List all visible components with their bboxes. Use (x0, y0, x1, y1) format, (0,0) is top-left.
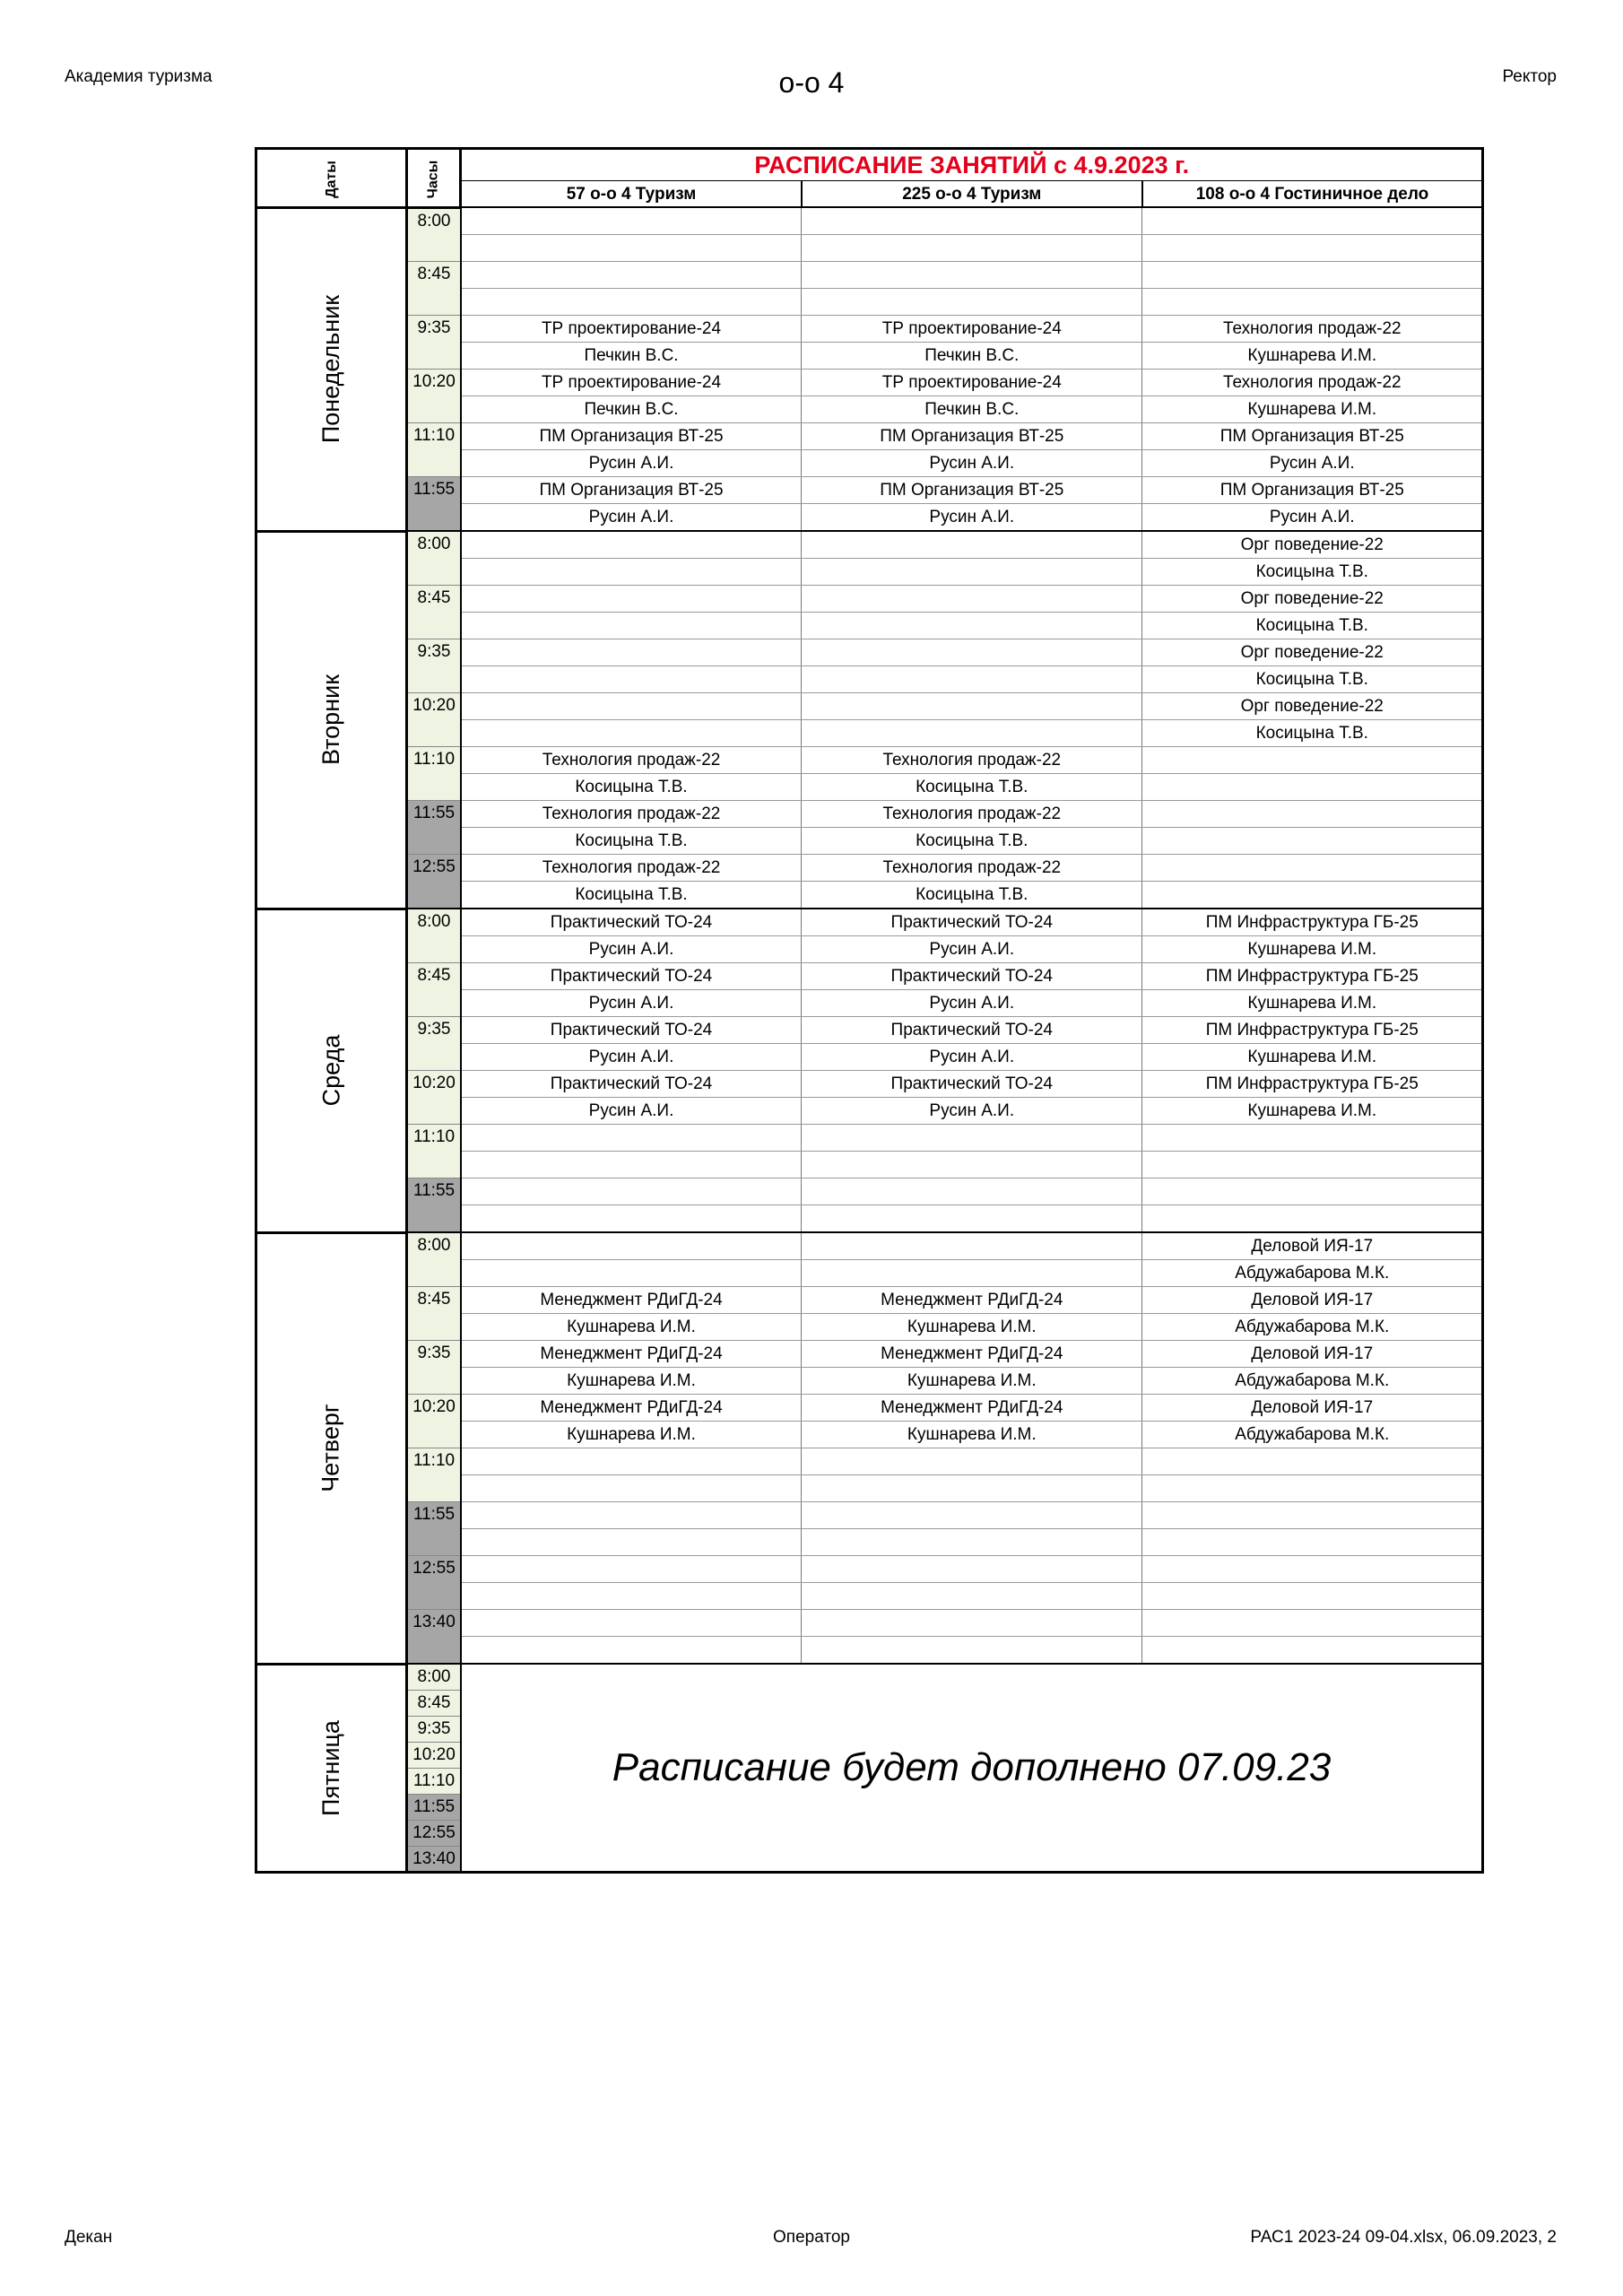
class-subject: Орг поведение-22 (1142, 531, 1483, 559)
class-subject: Технология продаж-22 (1142, 370, 1483, 396)
day-label-5 (256, 1664, 407, 1872)
header-right-label: Ректор (1502, 67, 1557, 86)
class-subject: ПМ Организация ВТ-25 (1142, 423, 1483, 450)
class-teacher: Косицына Т.В. (461, 882, 802, 909)
schedule-row (256, 1556, 1483, 1583)
schedule-row (256, 316, 1483, 343)
footer-left-label: Декан (65, 2228, 113, 2247)
class-subject: ПМ Организация ВТ-25 (802, 423, 1142, 450)
class-teacher: Абдужабарова М.К. (1142, 1260, 1483, 1287)
class-teacher: Русин А.И. (802, 936, 1142, 963)
class-subject (1142, 747, 1483, 774)
class-teacher: Кушнарева И.М. (1142, 343, 1483, 370)
schedule-row (256, 747, 1483, 774)
class-teacher (1142, 1637, 1483, 1665)
time-slot: 10:20 (407, 1395, 461, 1448)
class-subject: Технология продаж-22 (1142, 316, 1483, 343)
class-subject: Менеджмент РДиГД-24 (802, 1395, 1142, 1422)
class-subject (461, 639, 802, 666)
class-teacher (1142, 1583, 1483, 1610)
day-name: Четверг (317, 1404, 345, 1492)
time-slot: 10:20 (407, 370, 461, 423)
day-label-3 (256, 909, 407, 1232)
class-subject: Орг поведение-22 (1142, 586, 1483, 613)
class-subject: ПМ Организация ВТ-25 (1142, 477, 1483, 504)
schedule-row (256, 531, 1483, 559)
class-teacher: Абдужабарова М.К. (1142, 1314, 1483, 1341)
class-teacher (1142, 1205, 1483, 1233)
time-slot: 8:45 (407, 963, 461, 1017)
day-label-1 (256, 207, 407, 531)
schedule-row (256, 370, 1483, 396)
time-slot: 11:55 (407, 1178, 461, 1233)
schedule-row (256, 909, 1483, 936)
class-subject: Практический ТО-24 (461, 963, 802, 990)
class-subject: Менеджмент РДиГД-24 (461, 1341, 802, 1368)
class-teacher (461, 1529, 802, 1556)
schedule-row (256, 639, 1483, 666)
class-teacher: Косицына Т.В. (802, 774, 1142, 801)
class-teacher: Печкин В.С. (461, 396, 802, 423)
class-teacher (1142, 289, 1483, 316)
schedule-row (256, 1395, 1483, 1422)
class-teacher (461, 235, 802, 262)
class-teacher (1142, 1152, 1483, 1178)
class-subject (1142, 262, 1483, 289)
class-teacher: Кушнарева И.М. (1142, 936, 1483, 963)
class-subject (802, 586, 1142, 613)
class-teacher (461, 613, 802, 639)
class-teacher: Косицына Т.В. (802, 828, 1142, 855)
class-subject (461, 1125, 802, 1152)
class-subject (1142, 1178, 1483, 1205)
class-subject: Менеджмент РДиГД-24 (461, 1395, 802, 1422)
class-subject: Технология продаж-22 (461, 801, 802, 828)
class-teacher (461, 1260, 802, 1287)
class-subject (461, 1448, 802, 1475)
class-teacher (1142, 774, 1483, 801)
class-teacher: Русин А.И. (461, 1098, 802, 1125)
header-left-label: Академия туризма (65, 67, 213, 86)
class-subject: Практический ТО-24 (461, 1071, 802, 1098)
class-teacher: Косицына Т.В. (802, 882, 1142, 909)
time-slot: 11:10 (407, 1768, 461, 1794)
class-subject (461, 207, 802, 235)
time-slot: 11:55 (407, 1794, 461, 1820)
time-slot: 9:35 (407, 316, 461, 370)
group-header: 225 о-о 4 Туризм (802, 181, 1142, 208)
schedule-row (256, 1448, 1483, 1475)
class-subject: ТР проектирование-24 (802, 370, 1142, 396)
class-subject: Менеджмент РДиГД-24 (802, 1287, 1142, 1314)
day-label-4 (256, 1232, 407, 1664)
group-header: 57 о-о 4 Туризм (461, 181, 802, 208)
class-teacher: Русин А.И. (461, 1044, 802, 1071)
class-subject (802, 262, 1142, 289)
class-subject: Орг поведение-22 (1142, 693, 1483, 720)
schedule-row (256, 693, 1483, 720)
class-subject (1142, 1125, 1483, 1152)
class-subject (1142, 1610, 1483, 1637)
header-center-title: о-о 4 (778, 66, 845, 99)
schedule-title: РАСПИСАНИЕ ЗАНЯТИЙ с 4.9.2023 г. (461, 149, 1483, 181)
class-teacher (802, 559, 1142, 586)
group-header: 108 о-о 4 Гостиничное дело (1142, 181, 1483, 208)
class-subject: ПМ Организация ВТ-25 (461, 423, 802, 450)
class-teacher: Русин А.И. (802, 504, 1142, 532)
class-subject (802, 1556, 1142, 1583)
class-subject: ТР проектирование-24 (461, 316, 802, 343)
time-slot: 9:35 (407, 1341, 461, 1395)
class-teacher (802, 1475, 1142, 1502)
class-teacher: Косицына Т.В. (1142, 559, 1483, 586)
schedule-row (256, 963, 1483, 990)
day-name: Вторник (317, 674, 345, 766)
class-subject (461, 1232, 802, 1260)
time-slot: 11:55 (407, 477, 461, 532)
time-slot: 8:00 (407, 909, 461, 963)
class-teacher: Кушнарева И.М. (802, 1422, 1142, 1448)
class-subject (461, 1556, 802, 1583)
schedule-header (256, 149, 1483, 208)
class-subject: Деловой ИЯ-17 (1142, 1341, 1483, 1368)
time-slot: 8:00 (407, 207, 461, 262)
schedule-row (256, 855, 1483, 882)
class-subject (461, 531, 802, 559)
hours-column-header: Часы (407, 149, 461, 208)
class-subject (461, 693, 802, 720)
class-subject (802, 1502, 1142, 1529)
class-teacher: Русин А.И. (461, 504, 802, 532)
class-subject: Деловой ИЯ-17 (1142, 1287, 1483, 1314)
class-teacher (461, 559, 802, 586)
schedule-row (256, 1341, 1483, 1368)
time-slot: 8:45 (407, 586, 461, 639)
class-subject (1142, 1556, 1483, 1583)
class-subject: Технология продаж-22 (802, 855, 1142, 882)
class-teacher: Русин А.И. (802, 450, 1142, 477)
day-name: Понедельник (317, 294, 345, 444)
class-teacher: Кушнарева И.М. (1142, 990, 1483, 1017)
class-teacher (802, 289, 1142, 316)
time-slot: 11:55 (407, 1502, 461, 1556)
footer-center-label: Оператор (773, 2228, 850, 2247)
schedule-row (256, 1017, 1483, 1044)
class-subject: ПМ Организация ВТ-25 (802, 477, 1142, 504)
time-slot: 9:35 (407, 1017, 461, 1071)
class-teacher: Русин А.И. (802, 1044, 1142, 1071)
class-teacher: Печкин В.С. (802, 396, 1142, 423)
class-subject: Технология продаж-22 (802, 747, 1142, 774)
class-subject (802, 1610, 1142, 1637)
class-teacher: Печкин В.С. (802, 343, 1142, 370)
class-subject (1142, 1448, 1483, 1475)
class-subject: Технология продаж-22 (802, 801, 1142, 828)
class-teacher: Кушнарева И.М. (802, 1368, 1142, 1395)
schedule-row (256, 801, 1483, 828)
class-teacher (1142, 235, 1483, 262)
class-teacher: Косицына Т.В. (461, 828, 802, 855)
class-subject (461, 1502, 802, 1529)
time-slot: 10:20 (407, 1071, 461, 1125)
schedule-row (256, 1071, 1483, 1098)
day-label-2 (256, 531, 407, 909)
schedule-row (256, 1502, 1483, 1529)
day-name: Пятница (317, 1719, 345, 1816)
class-subject: Технология продаж-22 (461, 747, 802, 774)
class-subject: ПМ Организация ВТ-25 (461, 477, 802, 504)
class-subject: Орг поведение-22 (1142, 639, 1483, 666)
class-teacher: Кушнарева И.М. (802, 1314, 1142, 1341)
time-slot: 9:35 (407, 1716, 461, 1742)
class-teacher (802, 666, 1142, 693)
time-slot: 12:55 (407, 855, 461, 909)
class-subject: ПМ Инфраструктура ГБ-25 (1142, 909, 1483, 936)
time-slot: 11:10 (407, 1448, 461, 1502)
class-subject (1142, 855, 1483, 882)
class-subject (461, 262, 802, 289)
schedule-row (256, 262, 1483, 289)
schedule-row (256, 423, 1483, 450)
class-teacher (802, 1205, 1142, 1233)
class-subject (461, 586, 802, 613)
class-teacher: Косицына Т.В. (1142, 720, 1483, 747)
class-subject (1142, 207, 1483, 235)
class-teacher (802, 235, 1142, 262)
class-teacher: Русин А.И. (461, 990, 802, 1017)
class-subject: ПМ Инфраструктура ГБ-25 (1142, 1071, 1483, 1098)
class-teacher: Кушнарева И.М. (1142, 1044, 1483, 1071)
class-teacher: Печкин В.С. (461, 343, 802, 370)
schedule-row (256, 477, 1483, 504)
time-slot: 12:55 (407, 1820, 461, 1846)
class-subject: Менеджмент РДиГД-24 (461, 1287, 802, 1314)
class-teacher (461, 666, 802, 693)
time-slot: 10:20 (407, 693, 461, 747)
class-teacher: Русин А.И. (1142, 504, 1483, 532)
class-teacher: Абдужабарова М.К. (1142, 1422, 1483, 1448)
schedule-row (256, 1125, 1483, 1152)
time-slot: 8:00 (407, 1664, 461, 1690)
time-slot: 8:45 (407, 262, 461, 316)
time-slot: 8:45 (407, 1287, 461, 1341)
class-teacher: Кушнарева И.М. (1142, 396, 1483, 423)
time-slot: 10:20 (407, 1742, 461, 1768)
class-teacher (461, 1475, 802, 1502)
class-teacher (461, 289, 802, 316)
class-teacher (461, 720, 802, 747)
time-slot: 11:10 (407, 423, 461, 477)
schedule-notice: Расписание будет дополнено 07.09.23 (461, 1664, 1483, 1872)
class-subject: Деловой ИЯ-17 (1142, 1395, 1483, 1422)
class-teacher (802, 1637, 1142, 1665)
class-subject (1142, 801, 1483, 828)
class-subject (461, 1610, 802, 1637)
class-subject (802, 1232, 1142, 1260)
class-subject (802, 531, 1142, 559)
class-teacher (1142, 828, 1483, 855)
class-subject: Практический ТО-24 (802, 963, 1142, 990)
class-teacher: Кушнарева И.М. (461, 1314, 802, 1341)
time-slot: 9:35 (407, 639, 461, 693)
class-teacher: Косицына Т.В. (1142, 666, 1483, 693)
class-teacher: Кушнарева И.М. (461, 1422, 802, 1448)
class-subject: Практический ТО-24 (802, 909, 1142, 936)
class-teacher (802, 720, 1142, 747)
class-teacher: Кушнарева И.М. (461, 1368, 802, 1395)
dates-column-header: Даты (256, 149, 407, 208)
class-subject: ТР проектирование-24 (802, 316, 1142, 343)
class-teacher: Косицына Т.В. (461, 774, 802, 801)
class-subject: ПМ Инфраструктура ГБ-25 (1142, 1017, 1483, 1044)
class-subject (802, 207, 1142, 235)
class-teacher: Русин А.И. (461, 936, 802, 963)
class-subject (802, 1448, 1142, 1475)
class-teacher (802, 1260, 1142, 1287)
class-teacher (802, 1529, 1142, 1556)
time-slot: 11:10 (407, 1125, 461, 1178)
class-teacher (802, 1152, 1142, 1178)
time-slot: 13:40 (407, 1846, 461, 1872)
schedule-row (256, 207, 1483, 235)
class-teacher: Кушнарева И.М. (1142, 1098, 1483, 1125)
class-subject (802, 693, 1142, 720)
time-slot: 8:00 (407, 531, 461, 586)
schedule-body (256, 207, 1483, 1872)
class-teacher (1142, 1529, 1483, 1556)
class-subject (1142, 1502, 1483, 1529)
class-subject: Менеджмент РДиГД-24 (802, 1341, 1142, 1368)
class-subject: Технология продаж-22 (461, 855, 802, 882)
class-teacher (802, 613, 1142, 639)
class-subject (802, 1178, 1142, 1205)
class-teacher (1142, 1475, 1483, 1502)
class-teacher: Русин А.И. (461, 450, 802, 477)
class-subject: Практический ТО-24 (802, 1071, 1142, 1098)
class-teacher (461, 1637, 802, 1665)
day-name: Среда (317, 1034, 345, 1107)
time-slot: 8:00 (407, 1232, 461, 1287)
time-slot: 12:55 (407, 1556, 461, 1610)
class-teacher: Русин А.И. (802, 990, 1142, 1017)
class-subject: ТР проектирование-24 (461, 370, 802, 396)
class-subject (802, 1125, 1142, 1152)
class-subject: Практический ТО-24 (802, 1017, 1142, 1044)
class-subject: Деловой ИЯ-17 (1142, 1232, 1483, 1260)
class-teacher (461, 1205, 802, 1233)
class-subject: Практический ТО-24 (461, 909, 802, 936)
time-slot: 11:55 (407, 801, 461, 855)
class-subject (802, 639, 1142, 666)
time-slot: 13:40 (407, 1610, 461, 1665)
class-subject: ПМ Инфраструктура ГБ-25 (1142, 963, 1483, 990)
class-teacher: Русин А.И. (1142, 450, 1483, 477)
class-teacher (1142, 882, 1483, 909)
class-subject: Практический ТО-24 (461, 1017, 802, 1044)
schedule-row (256, 1287, 1483, 1314)
class-teacher: Русин А.И. (802, 1098, 1142, 1125)
class-subject (461, 1178, 802, 1205)
class-teacher: Абдужабарова М.К. (1142, 1368, 1483, 1395)
schedule-row (256, 1232, 1483, 1260)
class-teacher: Косицына Т.В. (1142, 613, 1483, 639)
class-teacher (461, 1583, 802, 1610)
schedule-row (256, 1178, 1483, 1205)
schedule-table (255, 147, 1484, 1874)
class-teacher (461, 1152, 802, 1178)
schedule-row (256, 1610, 1483, 1637)
time-slot: 11:10 (407, 747, 461, 801)
time-slot: 8:45 (407, 1690, 461, 1716)
class-teacher (802, 1583, 1142, 1610)
schedule-row (256, 586, 1483, 613)
footer-right-label: РАС1 2023-24 09-04.xlsx, 06.09.2023, 2 (1250, 2228, 1557, 2247)
